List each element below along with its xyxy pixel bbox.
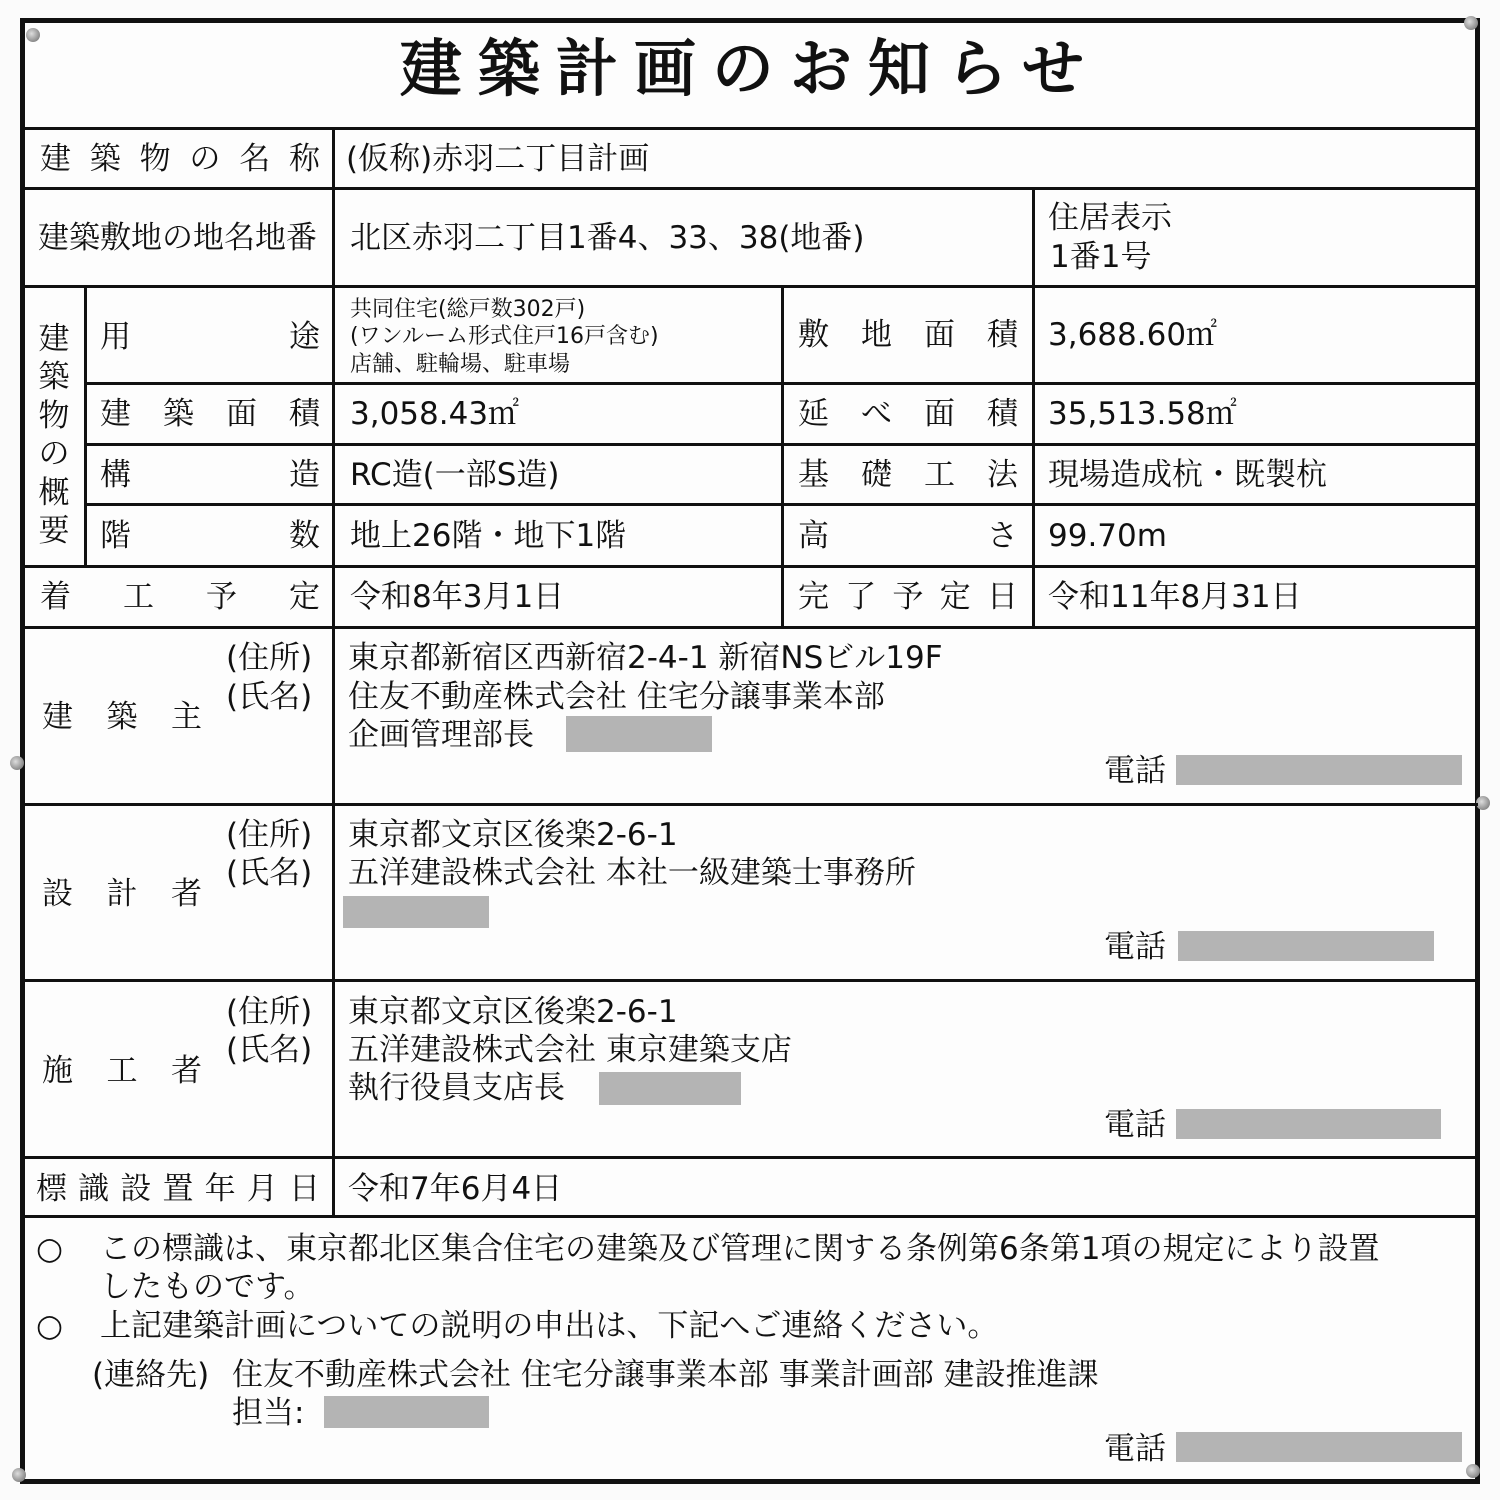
contractor-name-tag: (氏名) xyxy=(226,1032,313,1068)
contractor-label: 施 工 者 xyxy=(42,1053,202,1089)
contractor-phone-label: 電話 xyxy=(1104,1107,1166,1143)
redaction xyxy=(1176,1432,1462,1462)
rule xyxy=(22,1156,1478,1159)
screw-icon xyxy=(12,1468,26,1482)
start-value: 令和8年3月1日 xyxy=(350,579,565,615)
structure-label: 構 造 xyxy=(100,457,320,493)
foundation-value: 現場造成杭・既製杭 xyxy=(1048,457,1327,493)
building-name: (仮称)赤羽二丁目計画 xyxy=(346,141,650,177)
building-area-label: 建 築 面 積 xyxy=(100,396,320,432)
designer-name-tag: (氏名) xyxy=(226,855,313,891)
designer-label: 設 計 者 xyxy=(42,876,202,912)
start-label: 着 工 予 定 xyxy=(40,579,320,615)
completion-value: 令和11年8月31日 xyxy=(1048,579,1302,615)
contact-phone-label: 電話 xyxy=(1104,1431,1166,1467)
height-label: 高 さ xyxy=(798,518,1018,554)
note-2: 上記建築計画についての説明の申出は、下記へご連絡ください。 xyxy=(100,1308,999,1344)
rule xyxy=(781,285,784,629)
redaction xyxy=(599,1072,741,1105)
height-value: 99.70m xyxy=(1048,518,1167,554)
contractor-address-tag: (住所) xyxy=(226,994,313,1030)
page-title: 建築計画のお知らせ xyxy=(399,32,1101,105)
bullet-icon: ○ xyxy=(36,1231,64,1267)
designer-line-1: 東京都文京区後楽2-6-1 xyxy=(348,817,678,853)
rule xyxy=(22,803,1478,806)
contact-tag: (連絡先) xyxy=(92,1357,210,1393)
rule xyxy=(1032,187,1035,629)
redaction xyxy=(1176,1109,1441,1139)
redaction xyxy=(1176,755,1462,785)
redaction xyxy=(1178,931,1434,961)
rule xyxy=(84,285,87,568)
overview-label: 建 築 物 の 概 要 xyxy=(38,321,70,550)
contractor-line-3: 執行役員支店長 xyxy=(348,1070,565,1106)
screw-icon xyxy=(10,756,24,770)
designer-address-tag: (住所) xyxy=(226,817,313,853)
bullet-icon: ○ xyxy=(36,1308,64,1344)
redaction xyxy=(324,1396,489,1428)
use-line-1: 共同住宅(総戸数302戸) xyxy=(350,297,586,322)
residence-label: 住居表示 xyxy=(1048,200,1172,236)
completion-label: 完 了 予 定 日 xyxy=(798,579,1018,615)
screw-icon xyxy=(1476,796,1490,810)
use-label: 用 途 xyxy=(100,319,320,355)
sign-date-value: 令和7年6月4日 xyxy=(348,1171,563,1207)
floor-area-label: 延 べ 面 積 xyxy=(798,396,1018,432)
site-lot-number: 北区赤羽二丁目1番4、33、38(地番) xyxy=(350,220,865,256)
rule xyxy=(22,626,1478,629)
rule xyxy=(22,979,1478,982)
site-label: 建築敷地の地名地番 xyxy=(38,220,317,256)
contractor-line-2: 五洋建設株式会社 東京建築支店 xyxy=(348,1032,792,1068)
site-area-label: 敷 地 面 積 xyxy=(798,317,1018,353)
owner-line-3: 企画管理部長 xyxy=(348,717,534,753)
note-1-line-1: この標識は、東京都北区集合住宅の建築及び管理に関する条例第6条第1項の規定により設置 xyxy=(100,1231,1380,1267)
rule xyxy=(332,127,335,1218)
contact-person-label: 担当: xyxy=(232,1395,305,1431)
rule xyxy=(22,565,1478,568)
floors-value: 地上26階・地下1階 xyxy=(350,518,627,554)
rule xyxy=(22,127,1478,130)
owner-line-1: 東京都新宿区西新宿2-4-1 新宿NSビル19F xyxy=(348,640,943,676)
redaction xyxy=(566,716,712,752)
floor-area-value: 35,513.58㎡ xyxy=(1048,396,1237,432)
screw-icon xyxy=(1466,1464,1480,1478)
owner-label: 建 築 主 xyxy=(42,699,202,735)
designer-line-2: 五洋建設株式会社 本社一級建築士事務所 xyxy=(348,855,916,891)
redaction xyxy=(343,896,489,928)
name-label: 建 築 物 の 名 称 xyxy=(40,141,320,177)
contact-value: 住友不動産株式会社 住宅分譲事業本部 事業計画部 建設推進課 xyxy=(232,1357,1099,1393)
contractor-line-1: 東京都文京区後楽2-6-1 xyxy=(348,994,678,1030)
rule xyxy=(22,1215,1478,1218)
note-1-line-2: したものです。 xyxy=(100,1269,315,1305)
use-line-3: 店舗、駐輪場、駐車場 xyxy=(350,352,571,377)
designer-phone-label: 電話 xyxy=(1104,929,1166,965)
site-area-value: 3,688.60㎡ xyxy=(1048,317,1218,353)
owner-phone-label: 電話 xyxy=(1104,753,1166,789)
rule xyxy=(22,285,1478,288)
foundation-label: 基 礎 工 法 xyxy=(798,457,1018,493)
building-area-value: 3,058.43㎡ xyxy=(350,396,520,432)
structure-value: RC造(一部S造) xyxy=(350,457,560,493)
use-line-2: (ワンルーム形式住戸16戸含む) xyxy=(350,324,659,349)
owner-line-2: 住友不動産株式会社 住宅分譲事業本部 xyxy=(348,679,885,715)
rule xyxy=(22,187,1478,190)
screw-icon xyxy=(1464,16,1478,30)
floors-label: 階 数 xyxy=(100,518,320,554)
residence-value: 1番1号 xyxy=(1050,239,1152,275)
sign-date-label: 標 識 設 置 年 月 日 xyxy=(36,1171,320,1207)
owner-name-tag: (氏名) xyxy=(226,679,313,715)
owner-address-tag: (住所) xyxy=(226,640,313,676)
